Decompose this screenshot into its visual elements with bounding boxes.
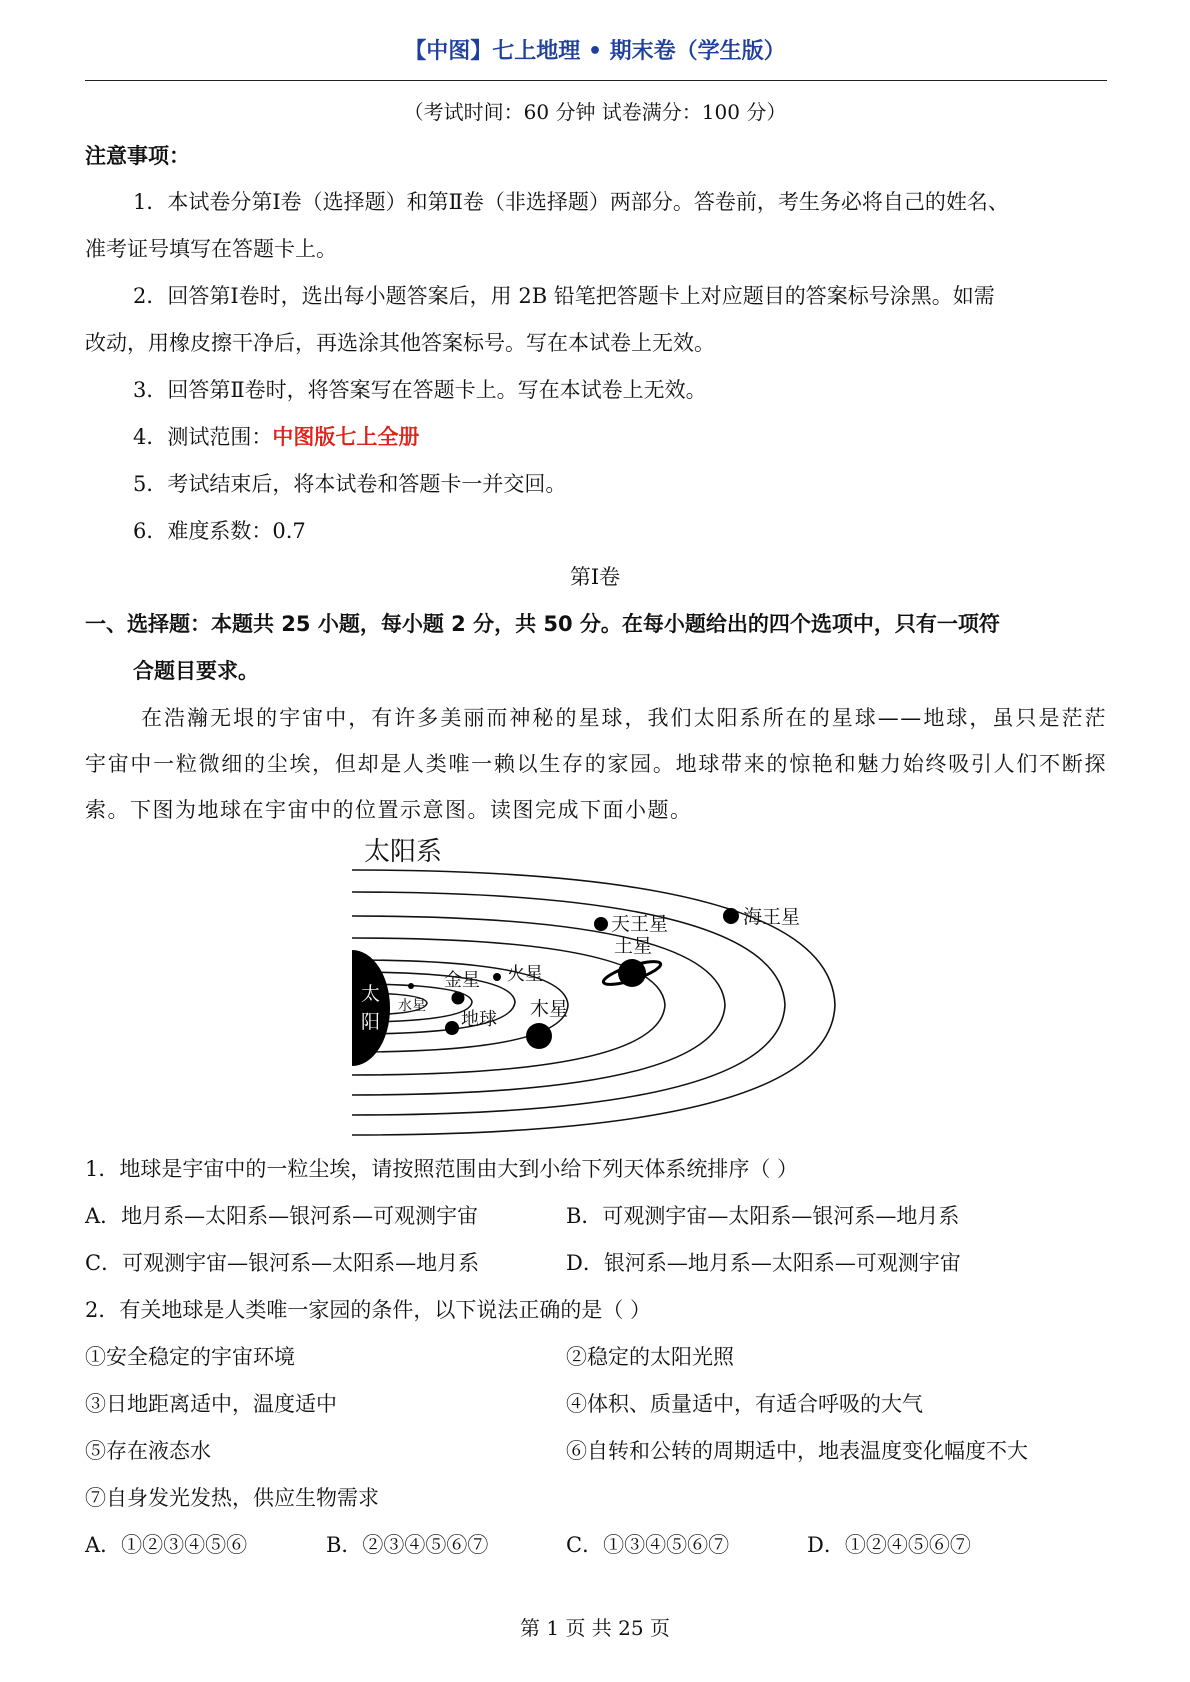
question-2-statement-7: ⑦自身发光发热，供应生物需求 [85, 1486, 379, 1510]
mars-dot [493, 973, 501, 981]
notice-item-1-line-2: 准考证号填写在答题卡上。 [85, 237, 337, 261]
question-2-statement-1: ①安全稳定的宇宙环境 [85, 1345, 295, 1369]
section-heading-line-2: 合题目要求。 [133, 659, 259, 683]
volume-label: 第Ⅰ卷 [569, 565, 621, 589]
neptune-dot [723, 908, 739, 924]
question-2-stem: 2．有关地球是人类唯一家园的条件，以下说法正确的是（ ） [85, 1298, 652, 1322]
notice-item-3: 3．回答第Ⅱ卷时，将答案写在答题卡上。写在本试卷上无效。 [133, 378, 707, 402]
sun-shape [352, 950, 390, 1066]
exam-info: （考试时间：60 分钟 试卷满分：100 分） [403, 100, 787, 124]
header-divider [85, 80, 1107, 81]
saturn-dot [618, 959, 646, 987]
venus-label: 金星 [444, 970, 480, 991]
earth-label: 地球 [461, 1009, 497, 1030]
solar-system-figure [340, 830, 860, 1140]
question-1-option-b[interactable]: B．可观测宇宙—太阳系—银河系—地月系 [566, 1204, 960, 1228]
sun-label-1: 太 [361, 983, 381, 1005]
mars-label: 火星 [507, 964, 543, 985]
mercury-dot [408, 983, 414, 989]
uranus-dot [594, 917, 608, 931]
notice-item-2-line-2: 改动，用橡皮擦干净后，再选涂其他答案标号。写在本试卷上无效。 [85, 331, 715, 355]
question-2-option-b[interactable]: B．②③④⑤⑥⑦ [326, 1533, 489, 1557]
notice-item-1-line-1: 1．本试卷分第Ⅰ卷（选择题）和第Ⅱ卷（非选择题）两部分。答卷前，考生务必将自己的姓名、 [133, 190, 1009, 214]
question-1-option-a[interactable]: A．地月系—太阳系—银河系—可观测宇宙 [85, 1204, 479, 1228]
sun-label-2: 阳 [361, 1011, 381, 1033]
notice-item-4 [133, 422, 419, 452]
neptune-label: 海王星 [743, 906, 801, 928]
earth-dot [445, 1021, 459, 1035]
notice-item-4-prefix: 4．测试范围： [133, 425, 273, 449]
question-2-option-d[interactable]: D．①②④⑤⑥⑦ [807, 1533, 971, 1557]
jupiter-dot [526, 1023, 552, 1049]
question-2-statement-6: ⑥自转和公转的周期适中，地表温度变化幅度不大 [566, 1439, 1028, 1463]
notice-item-2-line-1: 2．回答第Ⅰ卷时，选出每小题答案后，用 2B 铅笔把答题卡上对应题目的答案标号涂黑。如需 [133, 284, 995, 308]
question-1-option-c[interactable]: C．可观测宇宙—银河系—太阳系—地月系 [85, 1251, 480, 1275]
question-2-statement-5: ⑤存在液态水 [85, 1439, 211, 1463]
test-scope-highlight: 中图版七上全册 [272, 425, 420, 449]
venus-dot [452, 992, 465, 1005]
question-2-statement-2: ②稳定的太阳光照 [566, 1345, 734, 1369]
question-2-statement-3: ③日地距离适中，温度适中 [85, 1392, 337, 1416]
question-2-statement-4: ④体积、质量适中，有适合呼吸的大气 [566, 1392, 923, 1416]
uranus-label: 天王星 [611, 913, 669, 935]
saturn-label: 土星 [614, 935, 653, 957]
notice-heading: 注意事项： [85, 144, 190, 168]
question-1-option-d[interactable]: D．银河系—地月系—太阳系—可观测宇宙 [566, 1251, 961, 1275]
mercury-label: 水星 [398, 998, 426, 1014]
page-header-title: 【中图】七上地理 • 期末卷（学生版） [404, 39, 786, 64]
notice-item-6: 6．难度系数：0.7 [133, 519, 306, 543]
figure-title: 太阳系 [364, 837, 443, 867]
section-heading-line-1: 一、选择题：本题共 25 小题，每小题 2 分，共 50 分。在每小题给出的四个选项中，只有一项符 [85, 612, 1000, 636]
question-1-stem: 1．地球是宇宙中的一粒尘埃，请按照范围由大到小给下列天体系统排序（ ） [85, 1157, 799, 1181]
question-2-option-c[interactable]: C．①③④⑤⑥⑦ [566, 1533, 730, 1557]
question-2-option-a[interactable]: A．①②③④⑤⑥ [85, 1533, 248, 1557]
jupiter-label: 木星 [530, 998, 569, 1020]
reading-passage: 在浩瀚无垠的宇宙中，有许多美丽而神秘的星球，我们太阳系所在的星球——地球，虽只是茫茫宇宙中一粒微细的尘埃，但却是人类唯一赖以生存的家园。地球带来的惊艳和魅力始终吸引人们不断探索。下图为地球在宇宙中的位置示意图。读图完成下面小题。 [85, 706, 1107, 822]
page-footer: 第 1 页 共 25 页 [520, 1616, 670, 1640]
notice-item-5: 5．考试结束后，将本试卷和答题卡一并交回。 [133, 472, 567, 496]
